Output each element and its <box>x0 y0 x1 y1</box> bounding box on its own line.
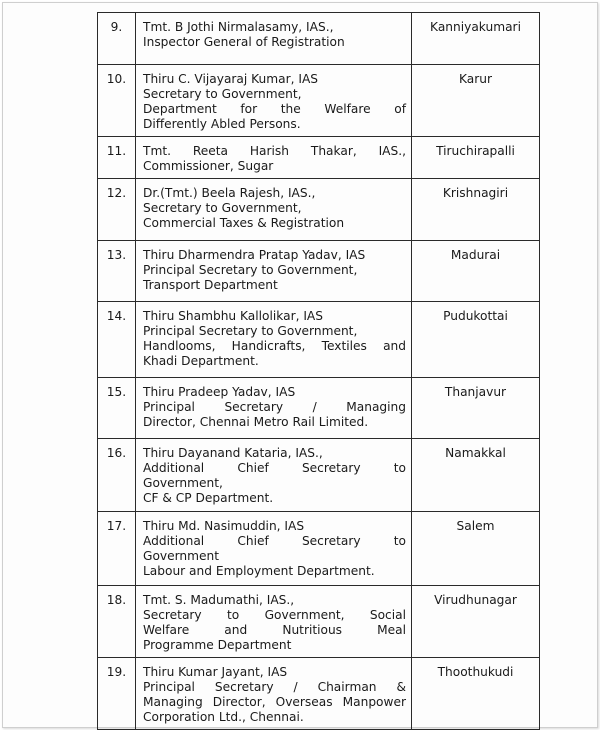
officer-line: Thiru C. Vijayaraj Kumar, IAS <box>143 72 319 86</box>
serial-number: 10. <box>98 65 136 137</box>
table-row <box>98 302 540 378</box>
district-name: Namakkal <box>412 439 540 512</box>
officer-line: Principal Secretary to Government, <box>143 263 358 277</box>
officer-line: Secretary to Government, <box>143 87 302 101</box>
officer-line: Thiru Dharmendra Pratap Yadav, IAS <box>143 248 366 262</box>
officer-details <box>136 137 412 179</box>
serial-number: 9. <box>98 13 136 65</box>
officer-details <box>136 13 412 65</box>
officer-line: Tmt. S. Madumathi, IAS., <box>143 593 295 607</box>
officer-details <box>136 439 412 512</box>
district-name: Madurai <box>412 241 540 302</box>
officer-line: CF & CP Department. <box>143 491 274 505</box>
officer-line: Transport Department <box>143 278 278 292</box>
table-row <box>98 378 540 439</box>
officer-line: Programme Department <box>143 638 292 652</box>
district-name: Thanjavur <box>412 378 540 439</box>
district-name: Pudukottai <box>412 302 540 378</box>
table-row <box>98 586 540 658</box>
officer-line: Dr.(Tmt.) Beela Rajesh, IAS., <box>143 186 316 200</box>
officer-details <box>136 512 412 586</box>
officer-line: Welfare and Nutritious Meal <box>143 623 406 637</box>
table-row <box>98 241 540 302</box>
officer-line: Additional Chief Secretary to <box>143 534 406 548</box>
district-name: Thoothukudi <box>412 658 540 730</box>
officer-line: Commissioner, Sugar <box>143 159 274 173</box>
serial-number: 13. <box>98 241 136 302</box>
officer-line: Managing Director, Overseas Manpower <box>143 695 406 709</box>
officer-line: Government <box>143 549 220 563</box>
district-name: Tiruchirapalli <box>412 137 540 179</box>
serial-number: 19. <box>98 658 136 730</box>
officer-line: Handlooms, Handicrafts, Textiles and <box>143 339 406 353</box>
table-row <box>98 439 540 512</box>
serial-number: 14. <box>98 302 136 378</box>
officer-line: Differently Abled Persons. <box>143 117 301 131</box>
officers-district-table <box>97 12 540 730</box>
officer-details <box>136 658 412 730</box>
officer-details <box>136 302 412 378</box>
officer-line: Tmt. Reeta Harish Thakar, IAS., <box>143 144 406 158</box>
officer-line: Tmt. B Jothi Nirmalasamy, IAS., <box>143 20 334 34</box>
officer-line: Commercial Taxes & Registration <box>143 216 345 230</box>
officer-line: Principal Secretary / Chairman & <box>143 680 406 694</box>
officer-line: Principal Secretary to Government, <box>143 324 358 338</box>
officer-line: Corporation Ltd., Chennai. <box>143 710 304 724</box>
officer-line: Director, Chennai Metro Rail Limited. <box>143 415 369 429</box>
table-row <box>98 179 540 241</box>
officer-line: Thiru Dayanand Kataria, IAS., <box>143 446 323 460</box>
table-row <box>98 65 540 137</box>
officer-line: Thiru Md. Nasimuddin, IAS <box>143 519 305 533</box>
serial-number: 18. <box>98 586 136 658</box>
district-name: Virudhunagar <box>412 586 540 658</box>
officer-details <box>136 241 412 302</box>
officer-line: Labour and Employment Department. <box>143 564 375 578</box>
officer-line: Additional Chief Secretary to <box>143 461 406 475</box>
officer-line: Government, <box>143 476 223 490</box>
serial-number: 12. <box>98 179 136 241</box>
officer-details <box>136 586 412 658</box>
table-row <box>98 658 540 730</box>
officer-line: Inspector General of Registration <box>143 35 345 49</box>
officer-line: Thiru Pradeep Yadav, IAS <box>143 385 296 399</box>
table-row <box>98 13 540 65</box>
serial-number: 16. <box>98 439 136 512</box>
officer-details <box>136 65 412 137</box>
serial-number: 17. <box>98 512 136 586</box>
district-name: Salem <box>412 512 540 586</box>
district-name: Krishnagiri <box>412 179 540 241</box>
serial-number: 15. <box>98 378 136 439</box>
table-row <box>98 512 540 586</box>
table-row <box>98 137 540 179</box>
officer-line: Khadi Department. <box>143 354 259 368</box>
district-name: Kanniyakumari <box>412 13 540 65</box>
serial-number: 11. <box>98 137 136 179</box>
officer-line: Secretary to Government, <box>143 201 302 215</box>
district-name: Karur <box>412 65 540 137</box>
officer-line: Secretary to Government, Social <box>143 608 406 622</box>
officer-details <box>136 378 412 439</box>
officer-line: Thiru Shambhu Kallolikar, IAS <box>143 309 324 323</box>
officer-line: Thiru Kumar Jayant, IAS <box>143 665 288 679</box>
officer-details <box>136 179 412 241</box>
officer-line: Principal Secretary / Managing <box>143 400 406 414</box>
officer-line: Department for the Welfare of <box>143 102 406 116</box>
